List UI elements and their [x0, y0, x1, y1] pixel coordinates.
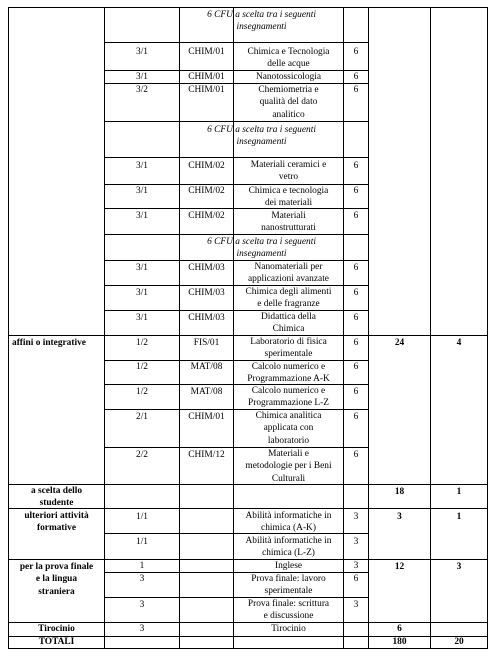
course-name: Nanotossicologia: [255, 72, 322, 82]
section-total-cfu: 18: [394, 487, 405, 497]
cfu-cell: 3: [353, 600, 359, 610]
group-note: 6 CFU a scelta tra i seguenti insegnamenti: [207, 10, 316, 33]
course-name: Abilità informatiche in chimica (A-K): [245, 511, 332, 534]
col-divider: [368, 7, 369, 649]
ssd-cell: CHIM/03: [188, 288, 225, 298]
course-name: Materiali nanostrutturati: [261, 211, 316, 234]
row-divider: [104, 157, 368, 158]
ssd-cell: CHIM/03: [188, 313, 225, 323]
course-name: Materiali ceramici e vetro: [250, 160, 327, 183]
section-exams: 1: [456, 487, 462, 497]
section-label: Tirocinio: [38, 624, 75, 634]
course-name: Calcolo numerico e Programmazione A-K: [247, 362, 330, 385]
course-name: Didattica della Chimica: [261, 312, 316, 335]
col-divider: [430, 7, 431, 649]
ssd-cell: CHIM/01: [188, 72, 225, 82]
cfu-cell: 6: [353, 387, 359, 397]
course-name: Chimica analitica applicata con laboratorio: [255, 411, 322, 446]
course-name: Chimica e Tecnologia delle acque: [247, 47, 330, 70]
ssd-cell: MAT/08: [190, 387, 223, 397]
cfu-cell: 6: [353, 47, 359, 57]
section-label: a scelta dello studente: [30, 486, 83, 509]
cfu-cell: 6: [353, 450, 359, 460]
cfu-cell: 3: [353, 537, 359, 547]
table-border-right: [487, 7, 488, 649]
year-cell: 2/2: [136, 450, 148, 460]
year-cell: 3: [139, 600, 145, 610]
course-name: Chimica e tecnologia dei materiali: [248, 186, 329, 209]
course-name: Materiali e metodologie per i Beni Culturali: [245, 449, 332, 484]
year-cell: 3: [139, 574, 145, 584]
year-cell: 3/1: [136, 186, 148, 196]
year-cell: 1/1: [136, 512, 148, 522]
section-exams: 1: [456, 512, 462, 522]
group-note: 6 CFU a scelta tra i seguenti insegnamenti: [207, 125, 316, 148]
year-cell: 3/1: [136, 47, 148, 57]
cfu-cell: 6: [353, 362, 359, 372]
year-cell: 3/1: [136, 313, 148, 323]
section-total-cfu: 12: [394, 562, 405, 572]
row-divider: [104, 42, 368, 43]
ssd-cell: CHIM/02: [188, 161, 225, 171]
group-note: 6 CFU a scelta tra i seguenti insegnamenti: [207, 237, 316, 260]
course-name: Chimica degli alimenti e delle fragranze: [245, 287, 332, 310]
section-label: per la prova finale e la lingua straniera: [19, 562, 94, 597]
cfu-cell: 6: [353, 574, 359, 584]
year-cell: 3/1: [136, 72, 148, 82]
ssd-cell: CHIM/12: [188, 450, 225, 460]
year-cell: 1/2: [136, 362, 148, 372]
cfu-cell: 6: [353, 85, 359, 95]
course-name: Calcolo numerico e Programmazione L-Z: [248, 386, 329, 409]
ssd-cell: FIS/01: [193, 338, 220, 348]
section-total-cfu: 3: [397, 512, 402, 522]
col-divider: [104, 7, 105, 649]
col-divider: [179, 7, 180, 649]
course-name: Inglese: [274, 561, 303, 571]
year-cell: 3/1: [136, 161, 148, 171]
cfu-cell: 6: [353, 313, 359, 323]
table-border-left: [8, 7, 9, 649]
ssd-cell: MAT/08: [190, 362, 223, 372]
year-cell: 1/2: [136, 338, 148, 348]
year-cell: 1/1: [136, 537, 148, 547]
totals-cfu: 180: [392, 637, 407, 647]
section-label: affini o integrative: [12, 338, 86, 348]
ssd-cell: CHIM/01: [188, 412, 225, 422]
section-exams: 4: [456, 338, 462, 348]
year-cell: 3/2: [136, 85, 148, 95]
section-total-cfu: 6: [397, 624, 402, 634]
cfu-cell: 6: [353, 288, 359, 298]
year-cell: 3/1: [136, 263, 148, 273]
cfu-cell: 6: [353, 412, 359, 422]
ssd-cell: CHIM/01: [188, 47, 225, 57]
ssd-cell: CHIM/02: [188, 211, 225, 221]
year-cell: 1: [139, 561, 145, 571]
cfu-cell: 3: [353, 561, 359, 571]
year-cell: 3: [139, 624, 145, 634]
course-name: Nanomateriali per applicazioni avanzate: [248, 262, 329, 285]
cfu-cell: 6: [353, 263, 359, 273]
course-name: Abilità informatiche in chimica (L-Z): [245, 536, 332, 559]
ssd-cell: CHIM/02: [188, 186, 225, 196]
cfu-cell: 6: [353, 186, 359, 196]
ssd-cell: CHIM/03: [188, 263, 225, 273]
section-label: ulteriori attività formative: [24, 511, 89, 534]
year-cell: 1/2: [136, 387, 148, 397]
totals-label: TOTALI: [38, 637, 75, 647]
cfu-cell: 6: [353, 161, 359, 171]
course-name: Prova finale: lavoro sperimentale: [251, 574, 326, 597]
col-divider: [343, 7, 344, 649]
cfu-cell: 6: [353, 72, 359, 82]
year-cell: 3/1: [136, 288, 148, 298]
course-name: Laboratorio di fisica sperimentale: [250, 337, 327, 360]
cfu-cell: 3: [353, 512, 359, 522]
section-exams: 3: [456, 562, 462, 572]
section-total-cfu: 24: [394, 338, 405, 348]
year-cell: 3/1: [136, 211, 148, 221]
course-name: Tirocinio: [271, 624, 306, 634]
course-name: Prova finale: scrittura e discussione: [247, 599, 330, 622]
year-cell: 2/1: [136, 412, 148, 422]
cfu-cell: 6: [353, 338, 359, 348]
ssd-cell: CHIM/01: [188, 85, 225, 95]
table-border-top: [8, 7, 487, 8]
course-name: Chemiometria e qualità del dato analitico: [258, 85, 319, 120]
totals-exams: 20: [454, 637, 464, 647]
cfu-cell: 6: [353, 211, 359, 221]
